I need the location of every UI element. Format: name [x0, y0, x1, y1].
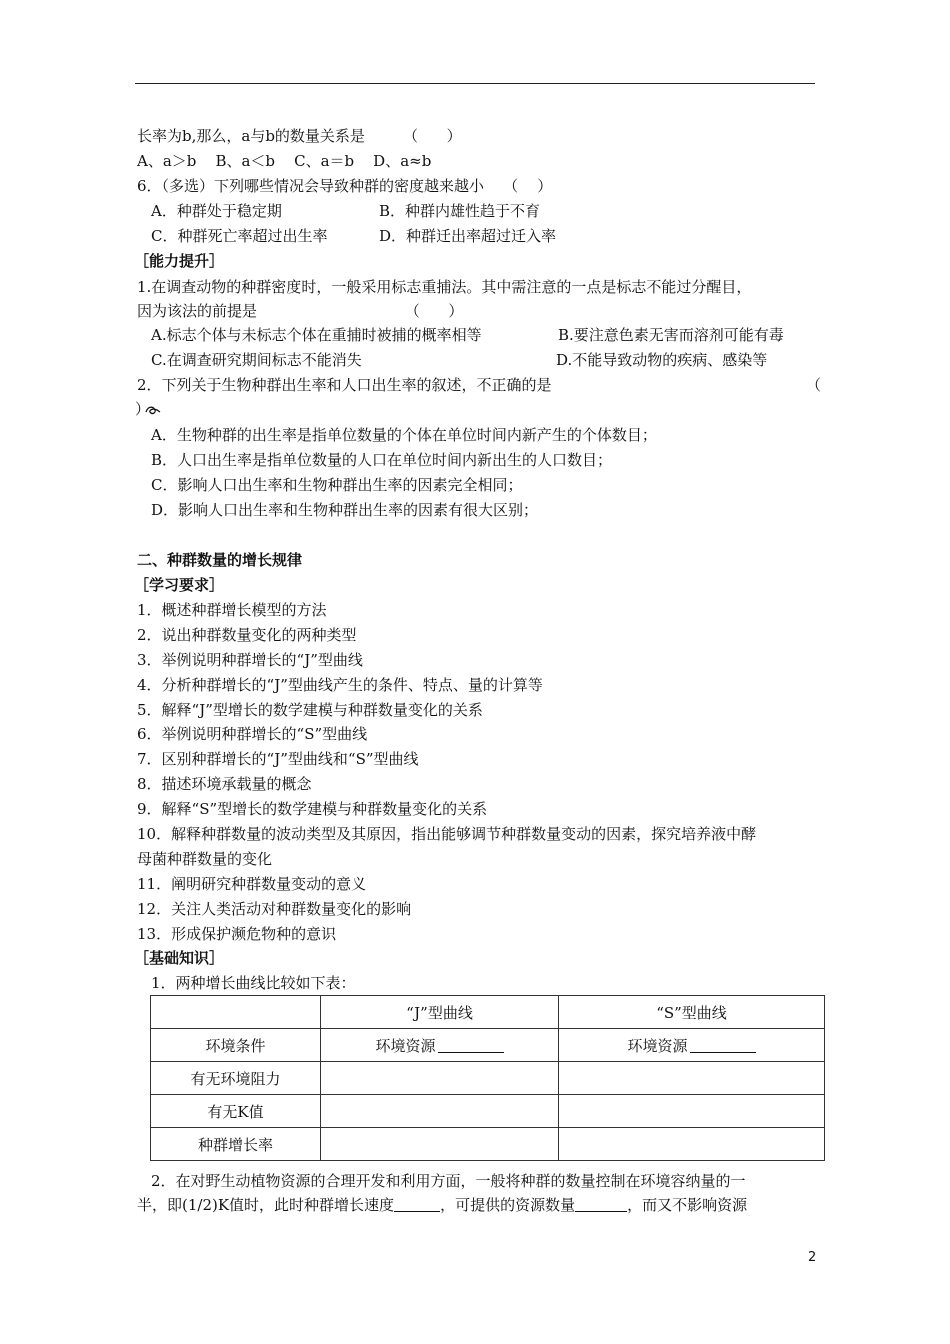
ability-q1-line1: 1.在调查动物的种群密度时，一般采用标志重捕法。其中需注意的一点是标志不能过分醒目， — [137, 278, 752, 296]
ability-heading: ［能力提升］ — [134, 252, 225, 270]
basic-knowledge-heading: ［基础知识］ — [134, 949, 225, 967]
requirement-item: 11．阐明研究种群数量变动的意义 — [137, 875, 367, 893]
cell-j[interactable] — [321, 1062, 559, 1095]
growth-curve-table — [150, 995, 825, 1161]
requirement-item: 7．区别种群增长的“J”型曲线和“S”型曲线 — [137, 750, 419, 768]
ability-q1-option-c: C.在调查研究期间标志不能消失 — [151, 351, 362, 369]
q6-option-b: B．种群内雄性趋于不育 — [379, 202, 541, 220]
requirement-item: 13．形成保护濒危物种的意识 — [137, 925, 337, 943]
basic-q2-line1: 2．在对野生动植物资源的合理开发和利用方面，一般将种群的数量控制在环境容纳量的一 — [151, 1172, 746, 1190]
col-header-j: “J”型曲线 — [321, 996, 559, 1029]
table-corner-cell — [151, 996, 321, 1029]
requirement-item: 1．概述种群增长模型的方法 — [137, 601, 327, 619]
row-label: 有无环境阻力 — [151, 1062, 321, 1095]
fill-blank[interactable] — [394, 1197, 440, 1212]
ability-q2-option-b: B．人口出生率是指单位数量的人口在单位时间内新出生的人口数目； — [151, 451, 613, 469]
requirement-item: 9．解释“S”型增长的数学建模与种群数量变化的关系 — [137, 800, 488, 818]
q6-stem: 6．（多选）下列哪些情况会导致种群的密度越来越小 （ ） — [137, 177, 553, 195]
table-row — [151, 1062, 825, 1095]
cell-s[interactable] — [559, 1095, 825, 1128]
ability-q1-option-b: B.要注意色素无害而溶剂可能有毒 — [558, 326, 784, 344]
ability-q2-paren-close: ） — [135, 400, 151, 418]
fill-blank[interactable] — [575, 1197, 627, 1212]
requirement-item: 3．举例说明种群增长的“J”型曲线 — [137, 651, 363, 669]
cell-s[interactable] — [559, 1128, 825, 1161]
requirement-item: 6．举例说明种群增长的“S”型曲线 — [137, 725, 368, 743]
learning-requirements-heading: ［学习要求］ — [134, 576, 225, 594]
ability-q1-line2: 因为该法的前提是 （ ） — [137, 302, 464, 320]
table-header-row — [151, 996, 825, 1029]
requirement-item: 5．解释“J”型增长的数学建模与种群数量变化的关系 — [137, 701, 483, 719]
table-row — [151, 1029, 825, 1062]
ability-q2-option-a: A．生物种群的出生率是指单位数量的个体在单位时间内新产生的个体数目； — [151, 426, 657, 444]
requirement-item: 10．解释种群数量的波动类型及其原因，指出能够调节种群数量变动的因素，探究培养液中酵 — [137, 825, 757, 843]
cell-j: 环境资源 — [321, 1029, 559, 1062]
header-rule — [135, 83, 815, 84]
row-label: 有无K值 — [151, 1095, 321, 1128]
q5-continuation: 长率为b,那么，a与b的数量关系是 （ ） — [137, 127, 462, 145]
ability-q2-stem: 2．下列关于生物种群出生率和人口出生率的叙述，不正确的是 — [137, 376, 552, 394]
q5-options: A、a＞b B、a＜b C、a＝b D、a≈b — [137, 152, 432, 170]
q6-option-a: A．种群处于稳定期 — [151, 202, 282, 220]
cell-j[interactable] — [321, 1128, 559, 1161]
page-number: 2 — [808, 1250, 817, 1265]
q6-option-d: D．种群迁出率超过迁入率 — [379, 227, 557, 245]
ability-q2-option-c: C．影响人口出生率和生物种群出生率的因素完全相同； — [151, 476, 523, 494]
basic-q2-line2: 半，即(1/2)K值时，此时种群增长速度 ，可提供的资源数量 ，而又不影响资源 — [137, 1196, 748, 1214]
row-label: 环境条件 — [151, 1029, 321, 1062]
table-row — [151, 1095, 825, 1128]
ability-q1-option-d: D.不能导致动物的疾病、感染等 — [556, 351, 768, 369]
cell-s: 环境资源 — [559, 1029, 825, 1062]
requirement-item: 母菌种群数量的变化 — [137, 850, 273, 868]
scribble-mark-icon — [144, 403, 162, 417]
fill-blank[interactable] — [438, 1038, 504, 1053]
col-header-s: “S”型曲线 — [559, 996, 825, 1029]
requirement-item: 8．描述环境承载量的概念 — [137, 775, 312, 793]
requirement-item: 4．分析种群增长的“J”型曲线产生的条件、特点、量的计算等 — [137, 676, 543, 694]
cell-j[interactable] — [321, 1095, 559, 1128]
basic-q1: 1．两种增长曲线比较如下表： — [151, 974, 356, 992]
table-row — [151, 1128, 825, 1161]
fill-blank[interactable] — [690, 1038, 756, 1053]
q6-option-c: C．种群死亡率超过出生率 — [151, 227, 328, 245]
requirement-item: 12．关注人类活动对种群数量变化的影响 — [137, 900, 412, 918]
ability-q2-paren-open: （ — [806, 376, 822, 394]
section2-title: 二、种群数量的增长规律 — [137, 551, 303, 569]
row-label: 种群增长率 — [151, 1128, 321, 1161]
ability-q2-option-d: D．影响人口出生率和生物种群出生率的因素有很大区别； — [151, 501, 539, 519]
ability-q1-option-a: A.标志个体与未标志个体在重捕时被捕的概率相等 — [151, 326, 482, 344]
cell-s[interactable] — [559, 1062, 825, 1095]
requirement-item: 2．说出种群数量变化的两种类型 — [137, 626, 357, 644]
